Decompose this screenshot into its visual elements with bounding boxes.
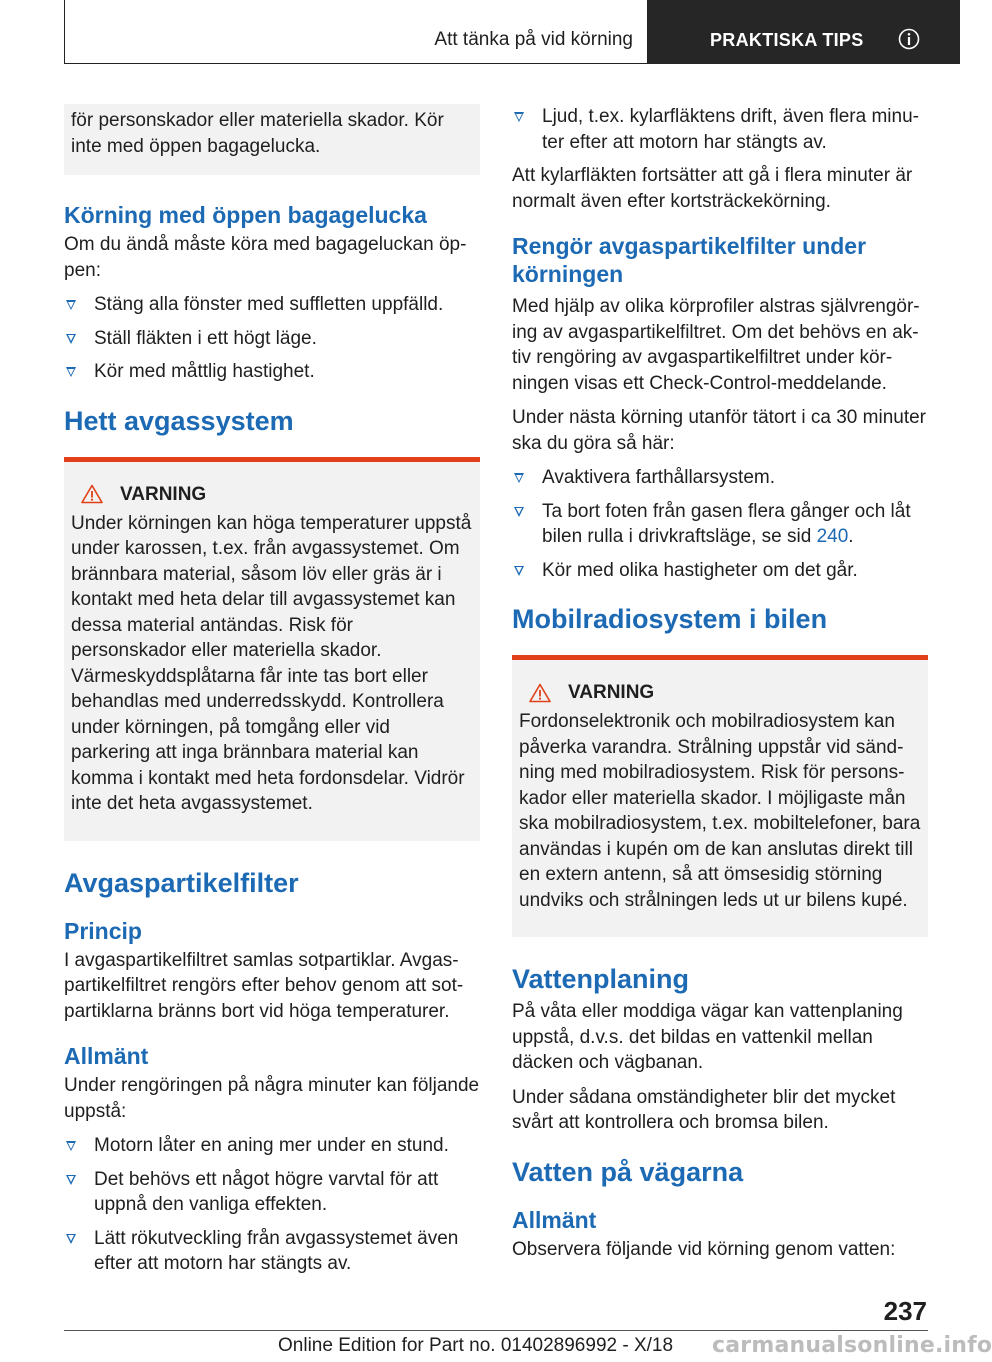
warning-triangle-icon [529, 683, 551, 703]
list-item: Kör med olika hastigheter om det går. [512, 558, 928, 584]
heading-mobile-radio: Mobilradiosystem i bilen [512, 604, 828, 634]
page-number: 237 [883, 1296, 927, 1326]
edition-text: Online Edition for Part no. 01402896992 - X/18 [278, 1335, 674, 1356]
heading-clean-filter: Rengör avgaspartikelfilter under körningen [512, 233, 867, 287]
general-text: Under rengöringen på några minuter kan följande uppstå: [64, 1075, 480, 1122]
info-icon [898, 28, 920, 50]
subheading-general: Allmänt [64, 1043, 149, 1069]
heading-water-on-roads: Vatten på vägarna [512, 1156, 744, 1187]
water-text: Observera följande vid körning genom vatten: [512, 1238, 896, 1260]
heading-particle-filter: Avgaspartikelfilter [64, 867, 299, 898]
header-chapter-tab [648, 0, 960, 64]
list-item: Lätt rökutveckling från avgassystemet även efter att motorn har stängts av. [64, 1226, 480, 1277]
bullet-triangle-icon [66, 367, 76, 377]
warning-text-mobile-radio: Fordonselektronik och mobilradiosystem kan påverka varandra. Strålning uppstår vid sändning med mobilradiosystem. Risk för personskador eller materiella skador. I möjligaste mån ska mobilradiosystem, t.ex. mobiltelefoner, bara användas i kupén om de kan anslutas direkt till en extern antenn, så att ömsesidig störning undviks och strålningen leds ut ur bilens kupé. [519, 711, 921, 911]
principle-text: I avgaspartikelfiltret samlas sotpartiklar. Avgaspartikelfiltret rengörs efter behov genom att sotpartiklarna bränns bort vid höga temperaturer. [64, 949, 464, 1022]
bullet-triangle-icon [514, 473, 524, 483]
warning-box-mobile-radio [512, 655, 928, 937]
heading-hot-exhaust: Hett avgassystem [64, 405, 294, 436]
watermark-logo: carmanualsonline.info [712, 1333, 992, 1358]
warning-box-hot-exhaust [64, 457, 480, 841]
warning-title: VARNING [519, 680, 921, 705]
list-item: Kör med måttlig hastighet. [64, 359, 480, 385]
continued-warning-text: för personskador eller materiella skador. Kör inte med öppen bagagelucka. [71, 110, 444, 157]
aquaplaning-text: På våta eller moddiga vägar kan vattenplaning uppstå, d.v.s. det bildas en vattenkil mellan däcken och vägbanan. [512, 1001, 903, 1073]
bullet-triangle-icon [514, 112, 524, 122]
list-item: Motorn låter en aning mer under en stund. [64, 1133, 480, 1159]
bullet-triangle-icon [66, 1175, 76, 1185]
subheading-general-water: Allmänt [512, 1206, 597, 1233]
fan-note-text: Att kylarfläkten fortsätter att gå i flera minuter är normalt även efter kortsträckekörning. [512, 165, 913, 212]
chapter-title: PRAKTISKA TIPS [710, 30, 864, 50]
aquaplaning-warning-text: Under sådana omständigheter blir det mycket svårt att kontrollera och bromsa bilen. [512, 1086, 896, 1133]
clean-filter-text: Med hjälp av olika körprofiler alstras självrengöring av avgaspartikelfiltret. Om det behövs en aktiv rengöring av avgaspartikelfiltret under körningen visas ett Check-Control-meddelande. [512, 296, 920, 394]
header-section-tab [64, 0, 648, 64]
page-header [0, 0, 960, 66]
list-item: Avaktivera farthållarsystem. [512, 465, 928, 491]
warning-title: VARNING [71, 482, 473, 507]
warning-triangle-icon [81, 484, 103, 504]
list-item: Det behövs ett något högre varvtal för att uppnå den vanliga effekten. [64, 1167, 480, 1218]
bullet-triangle-icon [66, 1141, 76, 1151]
right-column [512, 104, 928, 1271]
bullet-triangle-icon [66, 300, 76, 310]
subheading-principle: Princip [64, 917, 142, 944]
open-tailgate-text: Om du ändå måste köra med bagageluckan öppen: [64, 234, 467, 281]
warning-text-hot-exhaust: Under körningen kan höga temperaturer uppstå under karossen, t.ex. från avgassystemet. Om brännbara material, såsom löv eller gräs är i kontakt med heta delar till avgassystemet kan dessa material antändas. Risk för personskador eller materiella skador. Värmeskyddsplåtarna får inte tas bort eller behandlas med underredsskydd. Kontrollera under körningen, på tomgång eller vid parkering att inga brännbara material kan komma i kontakt med heta fordonsdelar. Vidrör inte det heta avgassystemet. [71, 512, 472, 814]
continued-warning-box [64, 104, 480, 175]
bullet-triangle-icon [514, 566, 524, 576]
heading-driving-open-tailgate: Körning med öppen bagagelucka [64, 202, 427, 228]
list-item: Stäng alla fönster med suffletten uppfälld. [64, 292, 480, 318]
list-item: Ljud, t.ex. kylarfläktens drift, även flera minuter efter att motorn har stängts av. [512, 104, 928, 155]
left-column [64, 104, 480, 1285]
section-title: Att tänka på vid körning [434, 29, 633, 50]
bullet-triangle-icon [66, 1234, 76, 1244]
list-item: Ta bort foten från gasen flera gånger och låt bilen rulla i drivkraftsläge, se sid 240. [512, 499, 928, 550]
bullet-triangle-icon [66, 334, 76, 344]
bullet-triangle-icon [514, 507, 524, 517]
footer-divider [64, 1330, 928, 1331]
page-link-240[interactable]: 240 [816, 526, 849, 547]
clean-filter-instructions: Under nästa körning utanför tätort i ca 30 minuter ska du göra så här: [512, 407, 927, 454]
heading-aquaplaning: Vattenplaning [512, 964, 690, 994]
list-item: Ställ fläkten i ett högt läge. [64, 326, 480, 352]
